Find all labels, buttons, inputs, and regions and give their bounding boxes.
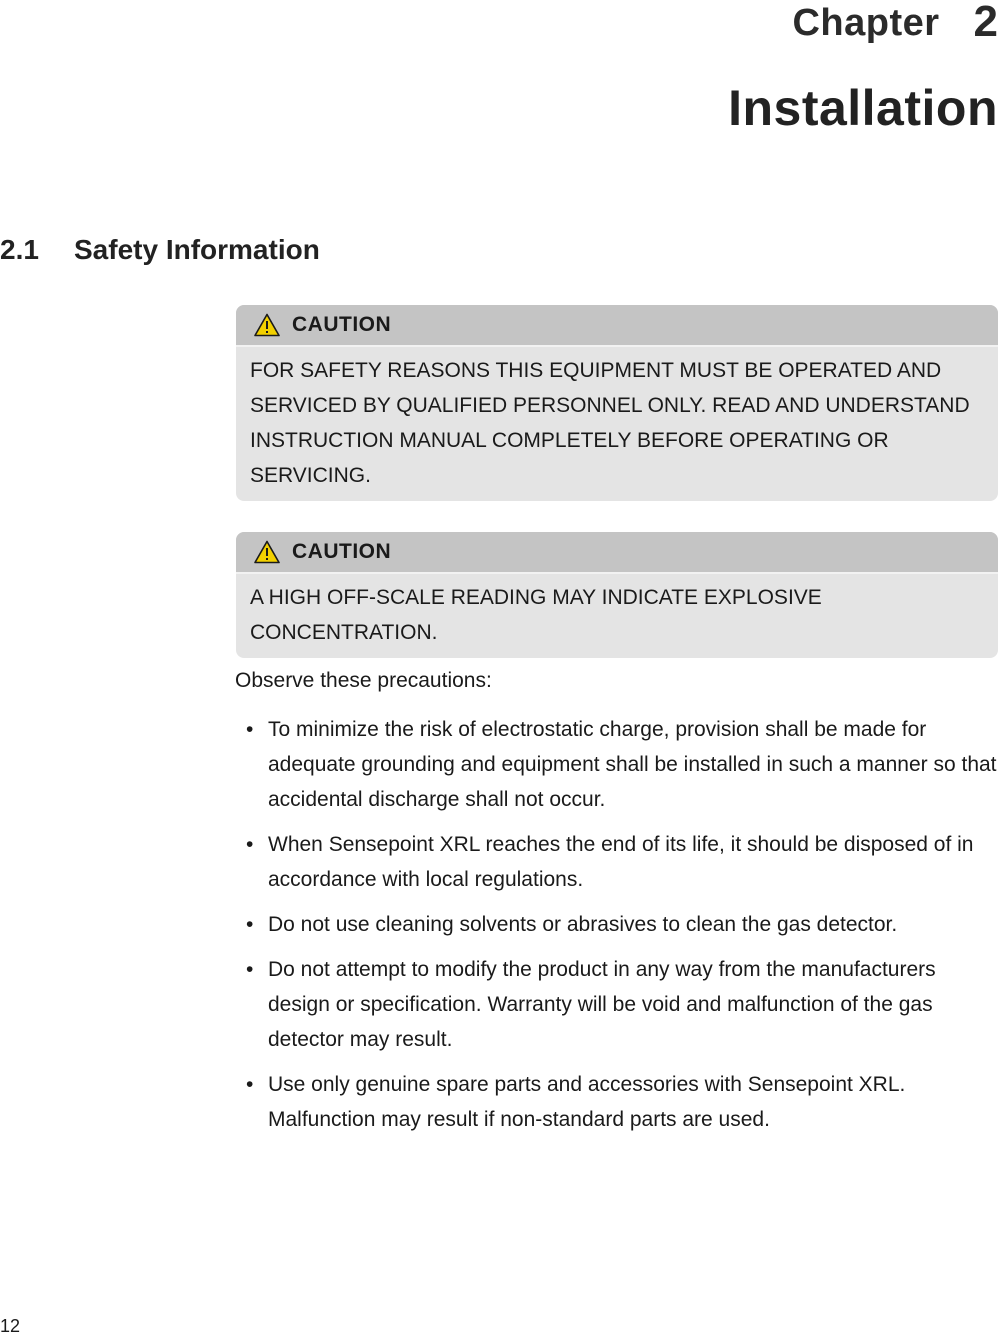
caution-label: CAUTION (292, 540, 392, 563)
chapter-word: Chapter (792, 2, 940, 44)
caution-header (236, 305, 998, 347)
list-item-text: Use only genuine spare parts and accessories with Sensepoint XRL. Malfunction may result if non-standard parts are used. (268, 1073, 906, 1131)
list-item (246, 952, 998, 1057)
list-item-text: To minimize the risk of electrostatic charge, provision shall be made for adequate grounding and equipment shall be installed in such a manner so that accidental discharge shall not occur. (268, 718, 997, 811)
list-item-text: When Sensepoint XRL reaches the end of its life, it should be disposed of in accordance with local regulations. (268, 833, 974, 891)
list-item (246, 907, 998, 942)
warning-triangle-icon (254, 313, 280, 337)
precautions-list (246, 712, 998, 1147)
bullet-icon: • (246, 913, 254, 936)
list-item-text: Do not use cleaning solvents or abrasives to clean the gas detector. (268, 913, 898, 936)
caution-box (236, 305, 998, 501)
section-heading (0, 232, 320, 268)
precautions-intro: Observe these precautions: (235, 669, 492, 692)
caution-text: FOR SAFETY REASONS THIS EQUIPMENT MUST BE OPERATED AND SERVICED BY QUALIFIED PERSONNEL ONLY. READ AND UNDERSTAND INSTRUCTION MANUAL COMPLETELY BEFORE OPERATING OR SERVICING. (250, 359, 970, 487)
section-title: Safety Information (74, 234, 320, 265)
bullet-icon: • (246, 1073, 254, 1096)
list-item (246, 1067, 998, 1137)
chapter-number: 2 (973, 0, 998, 46)
caution-text: A HIGH OFF-SCALE READING MAY INDICATE EXPLOSIVE CONCENTRATION. (250, 586, 822, 644)
caution-label: CAUTION (292, 313, 392, 336)
list-item (246, 827, 998, 897)
bullet-icon: • (246, 958, 254, 981)
chapter-heading (792, 0, 998, 48)
section-number: 2.1 (0, 234, 39, 265)
list-item (246, 712, 998, 817)
chapter-title: Installation (728, 80, 998, 136)
warning-triangle-icon (254, 540, 280, 564)
bullet-icon: • (246, 833, 254, 856)
bullet-icon: • (246, 718, 254, 741)
list-item-text: Do not attempt to modify the product in any way from the manufacturers design or specification. Warranty will be void and malfunction of the gas detector may result. (268, 958, 936, 1051)
caution-header (236, 532, 998, 574)
page-number: 12 (0, 1316, 21, 1336)
caution-box (236, 532, 998, 658)
